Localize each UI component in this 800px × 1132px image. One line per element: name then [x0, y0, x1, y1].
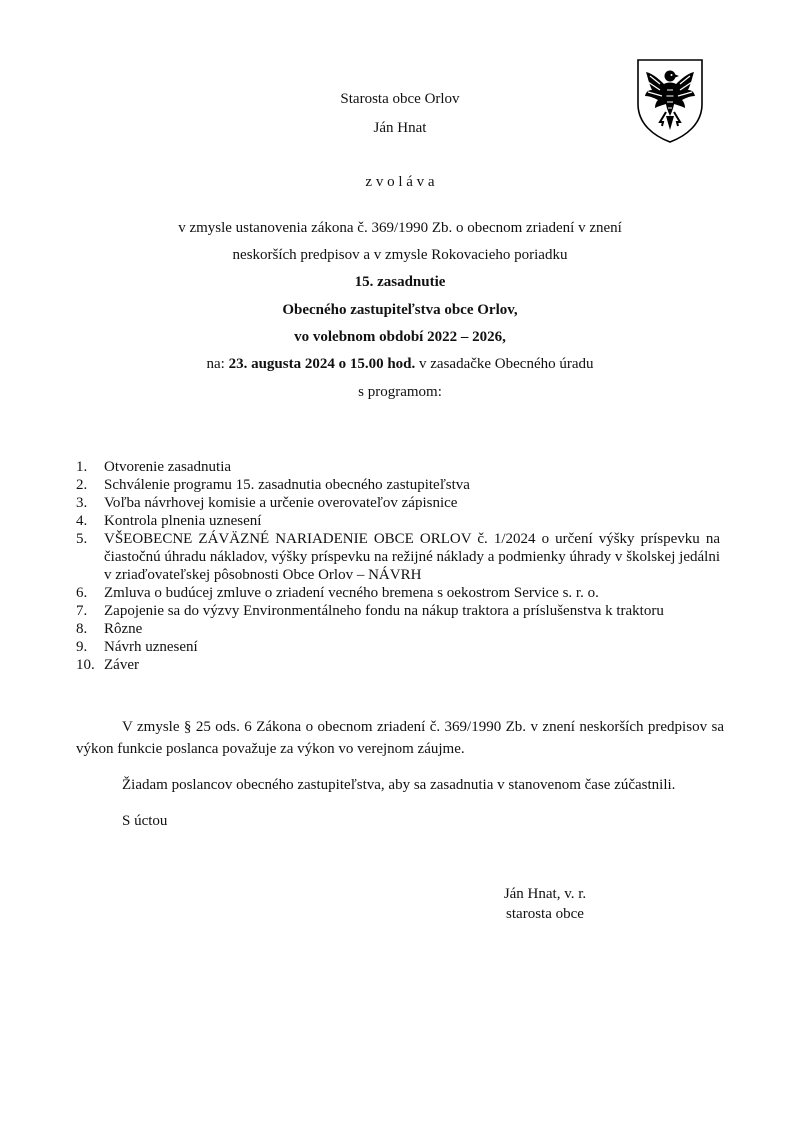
agenda-item-text: Návrh uznesení [104, 639, 198, 655]
agenda-item [76, 656, 720, 674]
agenda-item [76, 458, 720, 476]
agenda-item [76, 584, 720, 602]
meeting-place: v zasadačke Obecného úradu [415, 356, 594, 372]
signature-role: starosta obce [506, 906, 584, 922]
agenda-item-text: Kontrola plnenia uznesení [104, 513, 262, 529]
legal-note-paragraph: V zmysle § 25 ods. 6 Zákona o obecnom zriadení č. 369/1990 Zb. v znení neskorších predpisov sa výkon funkcie poslanca považuje za výkon vo verejnom záujme. [76, 719, 724, 757]
program-intro: s programom: [358, 384, 442, 400]
agenda-item-text: Zapojenie sa do výzvy Environmentálneho fondu na nákup traktora a príslušenstva k traktoru [104, 603, 664, 619]
electoral-term: vo volebnom období 2022 – 2026, [294, 329, 506, 345]
issuer-name: Ján Hnat [373, 120, 427, 136]
agenda-item-text: Zmluva o budúcej zmluve o zriadení vecného bremena s oekostrom Service s. r. o. [104, 585, 599, 601]
agenda-item-number: 8. [76, 621, 88, 637]
agenda-item [76, 602, 720, 620]
closing-salutation: S úctou [122, 813, 168, 829]
session-number: 15. zasadnutie [354, 274, 446, 290]
agenda-item [76, 494, 720, 512]
signature-name: Ján Hnat, v. r. [503, 886, 587, 902]
agenda-item [76, 620, 720, 638]
agenda-item [76, 530, 720, 584]
agenda-item [76, 512, 720, 530]
legal-basis-line1: v zmysle ustanovenia zákona č. 369/1990 Zb. o obecnom zriadení v znení [178, 220, 622, 236]
agenda-item-text: VŠEOBECNE ZÁVÄZNÉ NARIADENIE OBCE ORLOV č. 1/2024 o určení výšky príspevku na čiastočnú úhradu nákladov, výšky príspevku na režijné náklady a podmienky úhrady v školskej jedálni v zriaďovateľskej pôsobnosti Obce Orlov – NÁVRH [104, 531, 720, 583]
attendance-request: Žiadam poslancov obecného zastupiteľstva, aby sa zasadnutia v stanovenom čase zúčastnili. [122, 777, 676, 793]
agenda-item-number: 1. [76, 459, 88, 475]
agenda-item [76, 638, 720, 656]
legal-basis-line2: neskorších predpisov a v zmysle Rokovacieho poriadku [232, 247, 568, 263]
agenda-item-text: Záver [104, 657, 139, 673]
agenda-item-number: 5. [76, 531, 88, 547]
meeting-date-line [0, 355, 800, 373]
council-name: Obecného zastupiteľstva obce Orlov, [282, 302, 518, 318]
agenda-item-number: 10. [76, 657, 95, 673]
agenda-item-text: Otvorenie zasadnutia [104, 459, 232, 475]
agenda-item-number: 9. [76, 639, 88, 655]
agenda-item-text: Schválenie programu 15. zasadnutia obecného zastupiteľstva [104, 477, 470, 493]
agenda-item-text: Voľba návrhovej komisie a určenie overovateľov zápisnice [104, 495, 458, 511]
agenda-list [76, 458, 720, 674]
meeting-date: 23. augusta 2024 o 15.00 hod. [228, 356, 416, 372]
agenda-item-number: 7. [76, 603, 88, 619]
agenda-item-number: 4. [76, 513, 88, 529]
agenda-item-number: 6. [76, 585, 88, 601]
agenda-item-number: 3. [76, 495, 88, 511]
agenda-item [76, 476, 720, 494]
agenda-item-text: Rôzne [104, 621, 143, 637]
convenes-heading: z v o l á v a [365, 174, 435, 190]
agenda-item-number: 2. [76, 477, 88, 493]
date-prefix: na: [206, 356, 229, 372]
issuer-title: Starosta obce Orlov [340, 91, 460, 107]
